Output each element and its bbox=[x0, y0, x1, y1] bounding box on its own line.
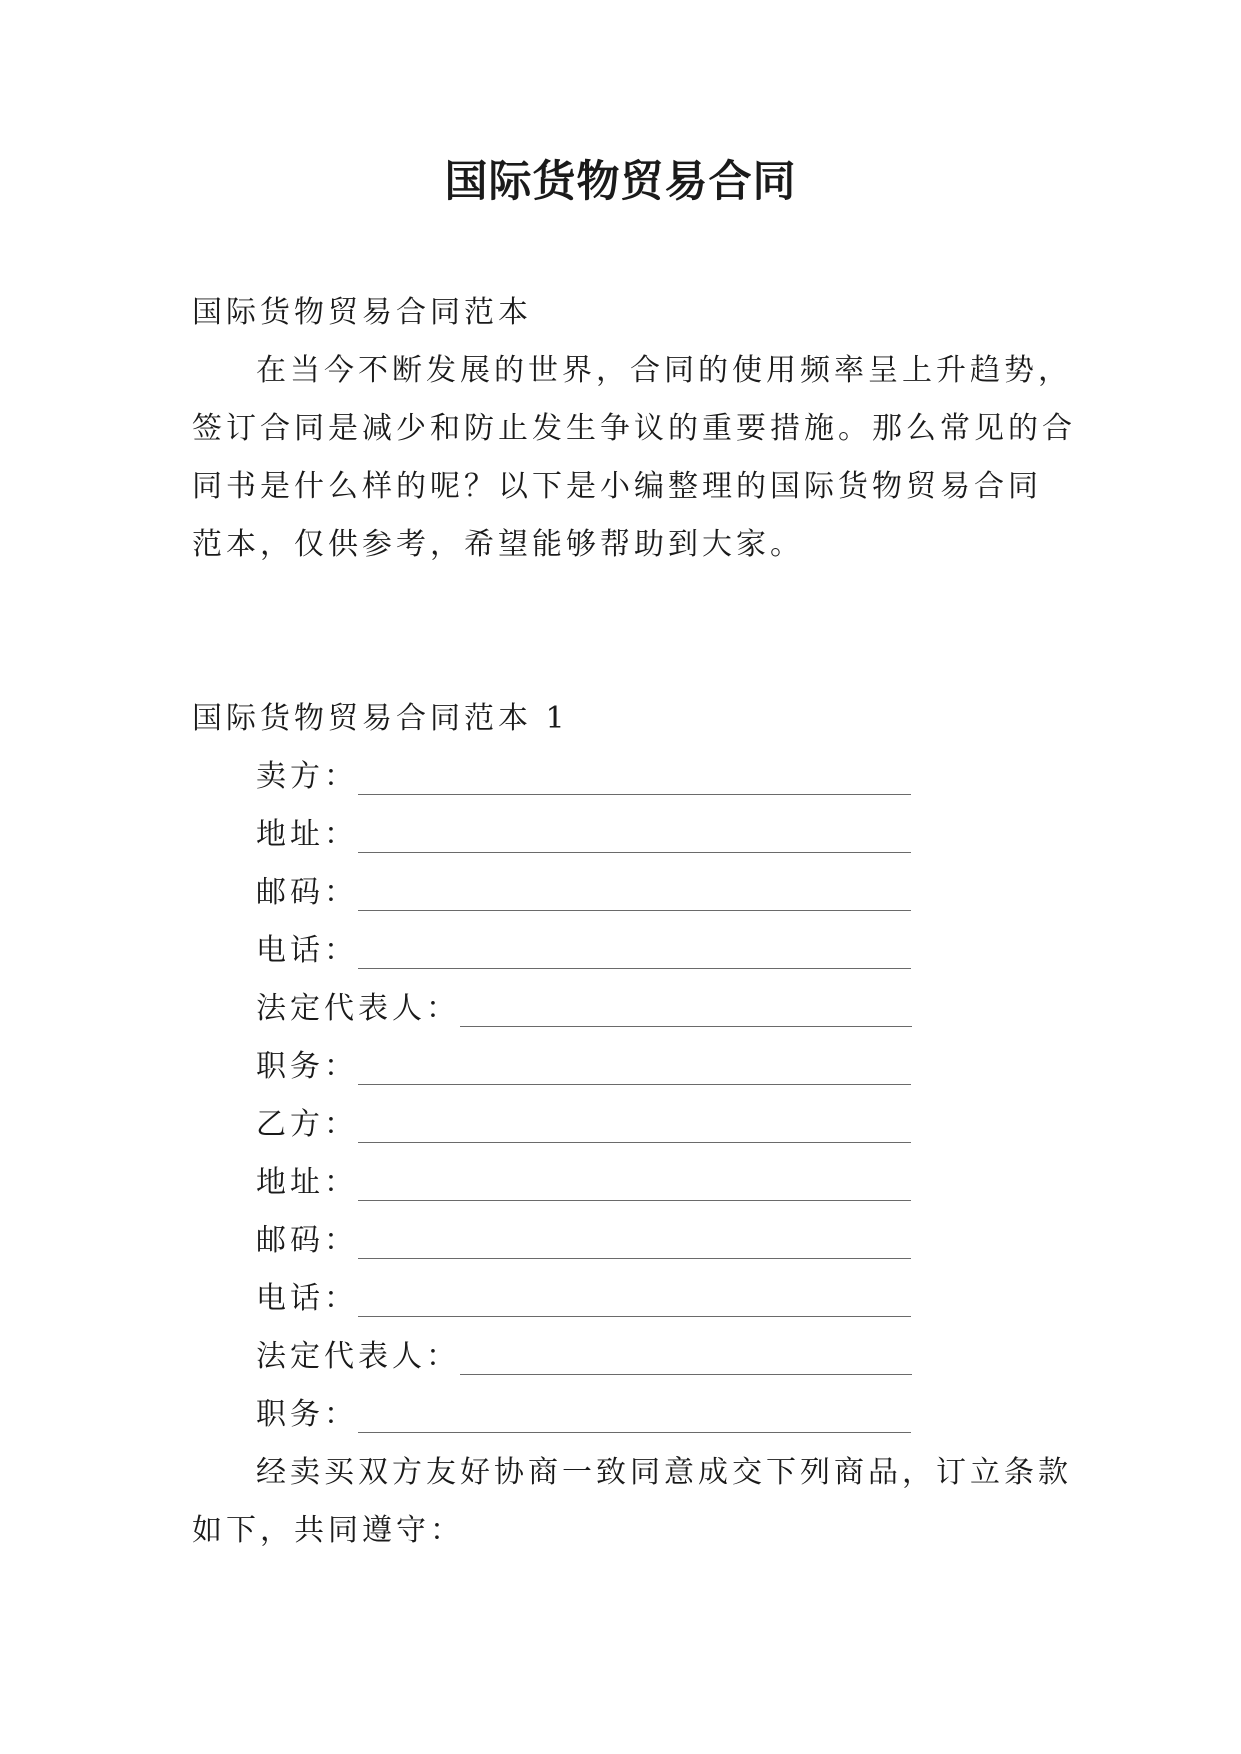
fill-in-blank[interactable] bbox=[358, 1234, 911, 1259]
field-label: 法定代表人： bbox=[256, 991, 460, 1026]
fill-in-blank[interactable] bbox=[358, 944, 911, 969]
field-label: 电话： bbox=[256, 1281, 358, 1316]
field-label: 地址： bbox=[256, 1165, 358, 1200]
field-label: 邮码： bbox=[256, 875, 358, 910]
intro-paragraph-line: 在当今不断发展的世界，合同的使用频率呈上升趋势， bbox=[256, 353, 1072, 388]
field-label: 法定代表人： bbox=[256, 1339, 460, 1374]
seller-representative-field bbox=[192, 980, 1052, 1038]
intro-paragraph-line: 签订合同是减少和防止发生争议的重要措施。那么常见的合 bbox=[192, 411, 1076, 446]
fill-in-blank[interactable] bbox=[460, 1350, 912, 1375]
fill-in-blank[interactable] bbox=[460, 1002, 912, 1027]
fill-in-blank[interactable] bbox=[358, 886, 911, 911]
document-title: 国际货物贸易合同 bbox=[444, 157, 797, 207]
intro-heading: 国际货物贸易合同范本 bbox=[192, 295, 532, 330]
fill-in-blank[interactable] bbox=[358, 1292, 911, 1317]
seller-position-field bbox=[192, 1038, 1052, 1096]
closing-paragraph-line: 经卖买双方友好协商一致同意成交下列商品，订立条款 bbox=[256, 1455, 1072, 1490]
intro-paragraph-line: 同书是什么样的呢？以下是小编整理的国际货物贸易合同 bbox=[192, 469, 1042, 504]
fill-in-blank[interactable] bbox=[358, 1060, 911, 1085]
intro-paragraph-line: 范本，仅供参考，希望能够帮助到大家。 bbox=[192, 527, 804, 562]
fill-in-blank[interactable] bbox=[358, 1408, 911, 1433]
fill-in-blank[interactable] bbox=[358, 1118, 911, 1143]
seller-address-field bbox=[192, 806, 1052, 864]
field-label: 电话： bbox=[256, 933, 358, 968]
fill-in-blank[interactable] bbox=[358, 828, 911, 853]
document-body bbox=[192, 284, 1076, 1560]
section-gap bbox=[192, 574, 1052, 690]
party-b-postcode-field bbox=[192, 1212, 1052, 1270]
field-label: 乙方： bbox=[256, 1107, 358, 1142]
party-b-field bbox=[192, 1096, 1052, 1154]
seller-postcode-field bbox=[192, 864, 1052, 922]
party-b-representative-field bbox=[192, 1328, 1052, 1386]
fill-in-blank[interactable] bbox=[358, 770, 911, 795]
field-label: 职务： bbox=[256, 1049, 358, 1084]
field-label: 地址： bbox=[256, 817, 358, 852]
field-label: 邮码： bbox=[256, 1223, 358, 1258]
field-label: 卖方： bbox=[256, 759, 358, 794]
closing-paragraph-line: 如下，共同遵守： bbox=[192, 1513, 464, 1548]
sample-heading: 国际货物贸易合同范本 1 bbox=[192, 701, 569, 736]
fill-in-blank[interactable] bbox=[358, 1176, 911, 1201]
party-b-address-field bbox=[192, 1154, 1052, 1212]
seller-phone-field bbox=[192, 922, 1052, 980]
seller-field bbox=[192, 748, 1052, 806]
party-b-position-field bbox=[192, 1386, 1052, 1444]
party-b-phone-field bbox=[192, 1270, 1052, 1328]
field-label: 职务： bbox=[256, 1397, 358, 1432]
